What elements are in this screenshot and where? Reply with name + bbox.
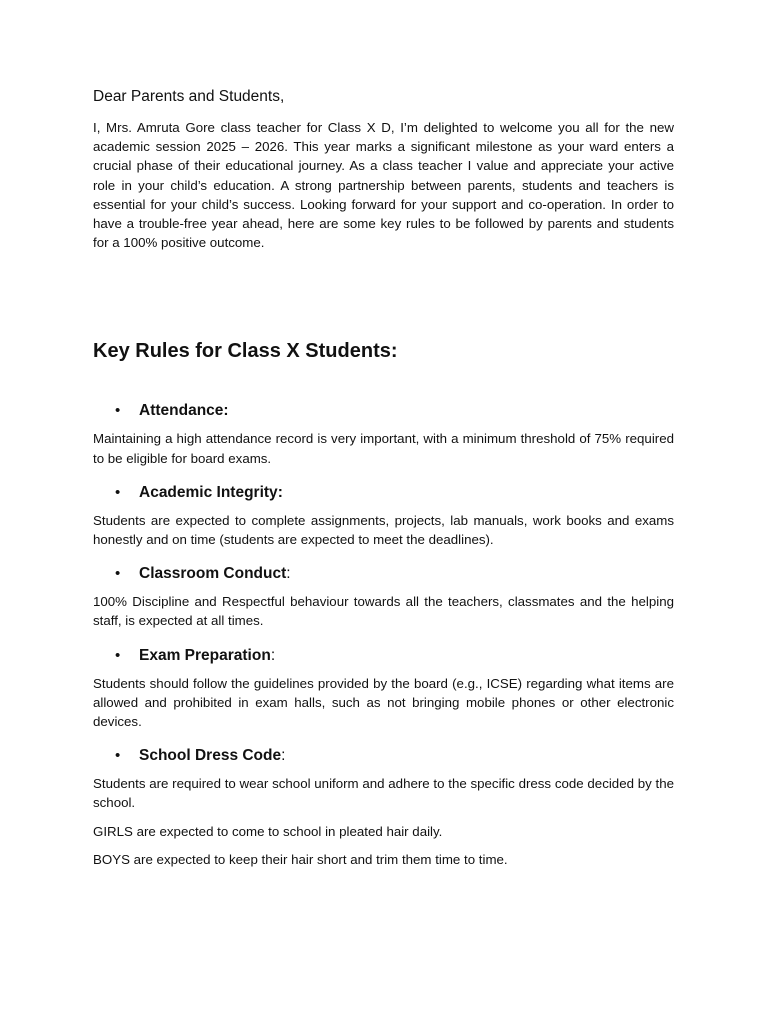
rule-heading-colon: : [223, 402, 229, 420]
rule-body-classroom-conduct: 100% Discipline and Respectful behaviour towards all the teachers, classmates and the helping staff, is expected at all times. [93, 594, 674, 629]
rules-list [93, 400, 674, 869]
rule-body-attendance: Maintaining a high attendance record is very important, with a minimum threshold of 75% required to be eligible for board exams. [93, 431, 674, 466]
rule-body-school-dress-code: Students are required to wear school uniform and adhere to the specific dress code decided by the school. [93, 776, 674, 811]
intro-paragraph: I, Mrs. Amruta Gore class teacher for Class X D, I’m delighted to welcome you all for the new academic session 2025 – 2026. This year marks a significant milestone as your ward enters a crucial phase of their educational journey. As a class teacher I value and appreciate your active role in your child’s education. A strong partnership between parents, students and teachers is essential for your child’s success. Looking forward for your support and co-operation. In order to have a trouble-free year ahead, here are some key rules to be followed by parents and students for a 100% positive outcome. [93, 120, 674, 251]
rule-heading-classroom-conduct [93, 563, 674, 585]
rule-heading-school-dress-code [93, 745, 674, 767]
rule-heading-colon: : [270, 646, 276, 664]
rule-heading-label: Exam Preparation [139, 646, 271, 664]
rule-body-exam-preparation: Students should follow the guidelines provided by the board (e.g., ICSE) regarding what items are allowed and prohibited in exam halls, such as not bringing mobile phones or other electronic devices. [93, 675, 674, 730]
document-page [93, 86, 674, 878]
note-boys: BOYS are expected to keep their hair short and trim them time to time. [93, 851, 508, 867]
bullet-icon: • [115, 483, 121, 501]
salutation: Dear Parents and Students, [93, 88, 285, 105]
rule-heading-colon: : [277, 483, 283, 501]
rule-heading-label: Classroom Conduct [139, 565, 287, 583]
rule-heading-label: Attendance [139, 402, 224, 420]
bullet-icon: • [115, 565, 121, 583]
rule-heading-exam-preparation [93, 645, 674, 667]
rule-heading-colon: : [286, 565, 291, 583]
bullet-icon: • [115, 402, 121, 420]
bullet-icon: • [115, 646, 121, 664]
rule-body-academic-integrity: Students are expected to complete assignments, projects, lab manuals, work books and exams honestly and on time (students are expected to meet the deadlines). [93, 512, 674, 548]
rule-heading-academic-integrity [93, 482, 674, 504]
bullet-icon: • [115, 747, 121, 765]
rule-heading-label: Academic Integrity [139, 483, 278, 501]
rule-heading-label: School Dress Code [139, 747, 282, 765]
rule-heading-colon: : [281, 747, 286, 765]
rule-heading-attendance [93, 400, 674, 422]
section-title: Key Rules for Class X Students: [93, 340, 398, 363]
note-girls: GIRLS are expected to come to school in pleated hair daily. [93, 823, 443, 839]
